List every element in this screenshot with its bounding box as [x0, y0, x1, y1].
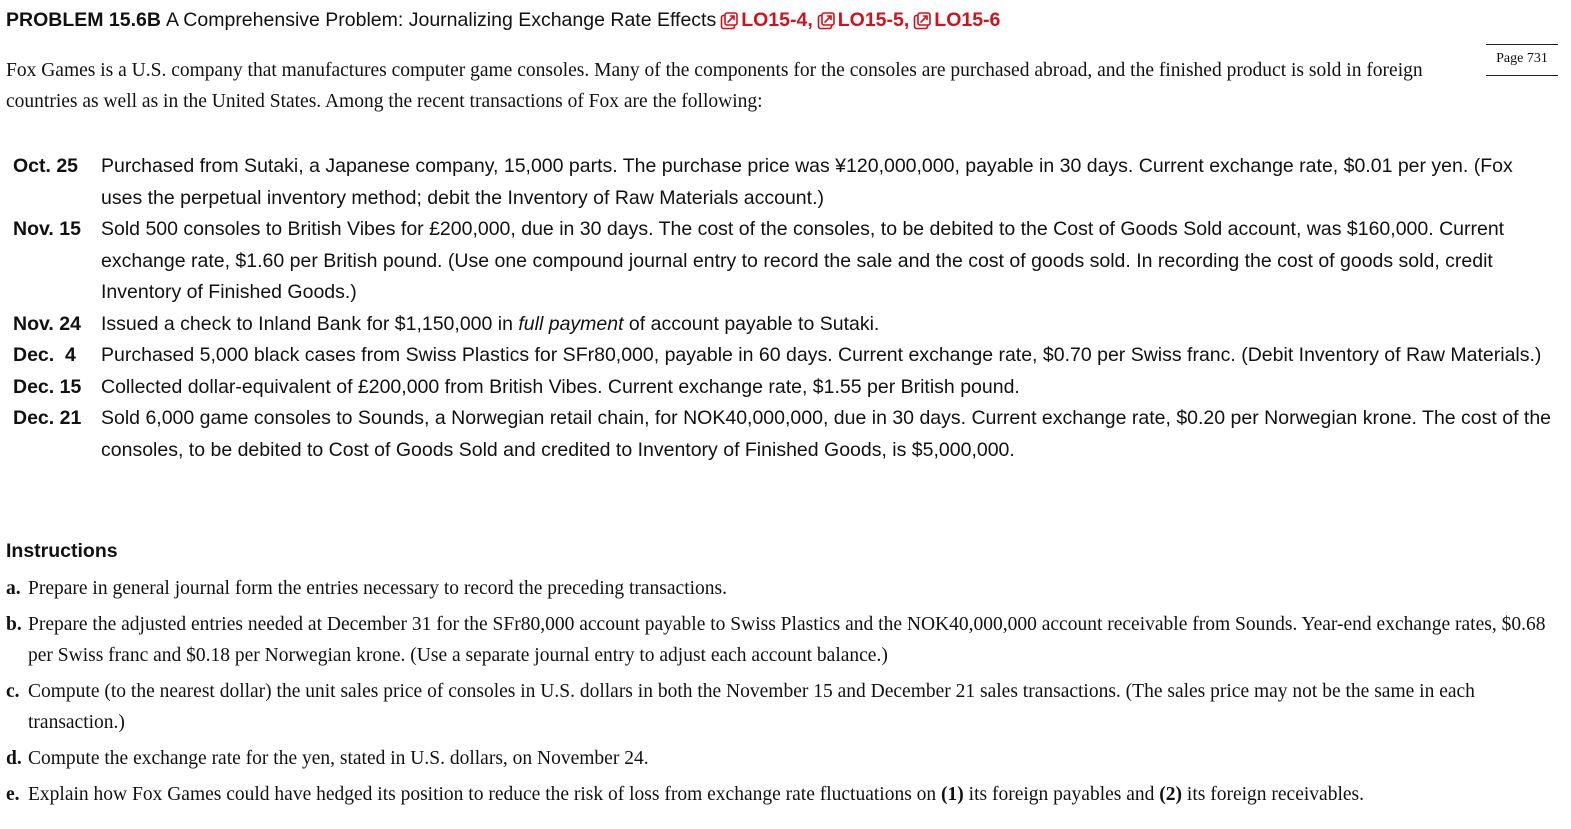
transaction-item	[13, 403, 1558, 466]
instruction-text-part: its foreign receivables.	[1182, 784, 1364, 805]
lo-link-3[interactable]	[909, 9, 1000, 32]
lo-separator: ,	[903, 9, 910, 31]
instruction-text-part: Explain how Fox Games could have hedged its position to reduce the risk of loss from exchange rate fluctuations on	[28, 784, 942, 805]
problem-header	[6, 9, 1000, 32]
transaction-item	[13, 340, 1558, 372]
intro-paragraph: Fox Games is a U.S. company that manufactures computer game consoles. Many of the components for the consoles are purchased abroad, and the finished product is sold in foreign countries as well as in the United States. Among the recent transactions of Fox are the following:	[6, 60, 1423, 112]
transaction-item	[13, 214, 1558, 309]
transaction-item	[13, 151, 1558, 214]
lo-link-label: LO15-6	[934, 9, 1001, 31]
instruction-text: Compute (to the nearest dollar) the unit sales price of consoles in U.S. dollars in both the November 15 and December 21 sales transactions. (The sales price may not be the same in each transaction.)	[28, 681, 1475, 733]
external-link-icon	[913, 12, 931, 30]
instruction-letter: d.	[6, 748, 22, 769]
instruction-letter: e.	[6, 784, 20, 805]
instruction-text-part: its foreign payables and	[963, 784, 1160, 805]
transaction-text: Purchased 5,000 black cases from Swiss Plastics for SFr80,000, payable in 60 days. Current exchange rate, $0.70 per Swiss franc. (Debit Inventory of Raw Materials.)	[101, 344, 1542, 366]
instruction-text	[28, 779, 1551, 810]
instruction-letter: b.	[6, 614, 22, 635]
transaction-text: Sold 500 consoles to British Vibes for £200,000, due in 30 days. The cost of the consoles, to be debited to the Cost of Goods Sold account, was $160,000. Current exchange rate, $1.60 per British pound. (Use one compound journal entry to record the sale and the cost of goods sold. In recording the cost of goods sold, credit Inventory of Finished Goods.)	[101, 218, 1505, 303]
transaction-text-part: of account payable to Sutaki.	[623, 312, 880, 335]
instruction-text-bold: (2)	[1159, 784, 1183, 805]
transaction-list	[13, 151, 1558, 466]
transaction-date: Dec. 21	[13, 407, 82, 429]
transaction-text-italic: full payment	[518, 312, 624, 335]
instruction-text: Compute the exchange rate for the yen, stated in U.S. dollars, on November 24.	[28, 748, 649, 769]
instructions-list	[6, 573, 1551, 815]
instruction-text: Prepare in general journal form the entries necessary to record the preceding transactions.	[28, 578, 728, 599]
problem-number: PROBLEM 15.6B	[6, 9, 161, 31]
page-marker: Page 731	[1486, 44, 1558, 76]
transaction-text: Sold 6,000 game consoles to Sounds, a Norwegian retail chain, for NOK40,000,000, due in 30 days. Current exchange rate, $0.20 per Norwegian krone. The cost of the consoles, to be debited to Cost of Goods Sold and credited to Inventory of Finished Goods, is $5,000,000.	[101, 407, 1552, 461]
transaction-date: Nov. 24	[13, 312, 81, 335]
transaction-text: Purchased from Sutaki, a Japanese company, 15,000 parts. The purchase price was ¥120,000,000, payable in 30 days. Current exchange rate, $0.01 per yen. (Fox uses the perpetual inventory method; debit the Inventory of Raw Materials account.)	[101, 155, 1513, 209]
transaction-item	[13, 372, 1558, 404]
transaction-text: Collected dollar-equivalent of £200,000 from British Vibes. Current exchange rate, $1.55 per British pound.	[101, 375, 1020, 398]
instructions-heading: Instructions	[6, 540, 118, 562]
instruction-item	[6, 573, 1551, 604]
transaction-date: Dec. 15	[13, 375, 82, 398]
external-link-icon	[720, 12, 738, 30]
lo-link-2[interactable]	[813, 9, 904, 32]
problem-title: A Comprehensive Problem: Journalizing Exchange Rate Effects	[165, 9, 717, 31]
lo-link-label: LO15-5	[837, 9, 904, 31]
external-link-icon	[817, 12, 835, 30]
lo-link-1[interactable]	[716, 9, 807, 32]
lo-link-label: LO15-4	[741, 9, 808, 31]
transaction-date: Oct. 25	[13, 155, 79, 177]
transaction-item	[13, 309, 1558, 341]
transaction-date: Nov. 15	[13, 218, 81, 240]
instruction-letter: a.	[6, 578, 21, 599]
transaction-date: Dec. 4	[13, 344, 76, 366]
instruction-text: Prepare the adjusted entries needed at December 31 for the SFr80,000 account payable to Swiss Plastics and the NOK40,000,000 account receivable from Sounds. Year-end exchange rates, $0.68 per Swiss franc and $0.18 per Norwegian krone. (Use a separate journal entry to adjust each account balance.)	[28, 614, 1546, 666]
instruction-item	[6, 676, 1551, 738]
transaction-text	[101, 309, 1558, 341]
instruction-item	[6, 609, 1551, 671]
instruction-item	[6, 779, 1551, 810]
lo-separator: ,	[807, 9, 813, 31]
transaction-text-part: Issued a check to Inland Bank for $1,150,000 in	[101, 312, 519, 335]
instruction-text-bold: (1)	[941, 784, 964, 805]
instruction-item	[6, 743, 1551, 774]
instruction-letter: c.	[6, 681, 20, 702]
